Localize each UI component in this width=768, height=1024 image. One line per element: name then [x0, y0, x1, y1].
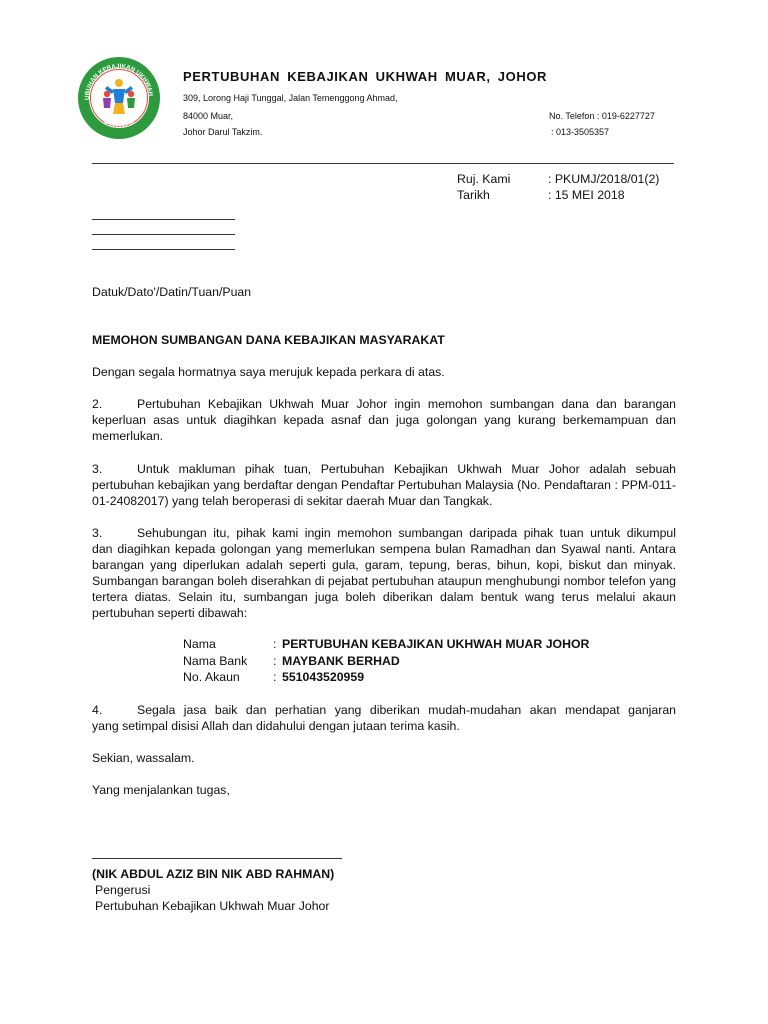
signatory-organization: Pertubuhan Kebajikan Ukhwah Muar Johor [95, 899, 330, 913]
logo-arc-text-top: UBUHAN KEBAJIKAN UKHWAH [83, 62, 154, 100]
reference-value: : PKUMJ/2018/01(2) [548, 172, 660, 186]
letter-subject: MEMOHON SUMBANGAN DANA KEBAJIKAN MASYARAKAT [92, 333, 445, 347]
paragraph-2 [92, 396, 676, 444]
paragraph-number: 4. [92, 703, 103, 717]
colon: : [273, 637, 277, 651]
paragraph-first-line: Sehubungan itu, pihak kami ingin memohon sumbangan daripada pihak tuan untuk dikumpul [137, 526, 676, 540]
paragraph-body: keperluan asas untuk diagihkan kepada asnaf dan juga golongan yang kurang berkemampuan dan memerlukan. [92, 413, 676, 443]
colon: : [273, 654, 277, 668]
paragraph-3 [92, 461, 676, 509]
paragraph-first-line: Untuk makluman pihak tuan, Pertubuhan Kebajikan Ukhwah Muar Johor adalah sebuah [137, 462, 676, 476]
bank-value: MAYBANK BERHAD [282, 654, 400, 668]
paragraph-4 [92, 702, 676, 734]
bank-name-label: Nama [183, 637, 216, 651]
closing-sekian: Sekian, wassalam. [92, 751, 195, 765]
paragraph-body: yang setimpal disisi Allah dan didahului dengan jutaan terima kasih. [92, 719, 460, 733]
paragraph-number: 3. [92, 462, 103, 476]
bank-label: Nama Bank [183, 654, 248, 668]
date-label: Tarikh [457, 188, 490, 202]
opening-line: Dengan segala hormatnya saya merujuk kepada perkara di atas. [92, 365, 445, 379]
paragraph-body: dan diagihkan kepada golongan yang memerlukan sempena bulan Ramadhan dan Syawal nanti. Antara barangan yang diperlukan adalah seperti gula, garam, tepung, beras, bihun, kopi, biskut dan minyak. Sumbangan barangan boleh diserahkan di pejabat pertubuhan ataupun menghubungi nombor telefon yang tertera diatas. Selain itu, sumbangan juga boleh diberikan dalam bentuk wang terus melalui akaun pertubuhan seperti dibawah: [92, 542, 676, 620]
recipient-line-2 [92, 234, 235, 235]
salutation: Datuk/Dato'/Datin/Tuan/Puan [92, 285, 252, 299]
paragraph-number: 3. [92, 526, 103, 540]
phone-number-2: : 013-3505357 [551, 127, 610, 137]
header-divider [92, 163, 674, 164]
address-line-3: Johor Darul Takzim. [183, 127, 263, 137]
reference-label: Ruj. Kami [457, 172, 511, 186]
paragraph-body: pertubuhan kebajikan yang berdaftar dengan Pendaftar Pertubuhan Malaysia (No. Pendaftaran : PPM-011-01-24082017) yang telah beroperasi di sekitar daerah Muar dan Tangkak. [92, 478, 676, 508]
paragraph-first-line: Pertubuhan Kebajikan Ukhwah Muar Johor ingin memohon sumbangan dana dan barangan [137, 397, 676, 411]
account-holder-value: PERTUBUHAN KEBAJIKAN UKHWAH MUAR JOHOR [282, 637, 590, 651]
logo-arc-text-bottom: J O H O R [102, 118, 136, 131]
signatory-title: Pengerusi [95, 883, 151, 897]
recipient-line-1 [92, 219, 235, 220]
signature-line [92, 858, 342, 859]
paragraph-number: 2. [92, 397, 103, 411]
account-number-label: No. Akaun [183, 670, 240, 684]
signatory-name: (NIK ABDUL AZIZ BIN NIK ABD RAHMAN) [92, 867, 335, 881]
paragraph-first-line: Segala jasa baik dan perhatian yang diberikan mudah-mudahan akan mendapat ganjaran [137, 703, 676, 717]
organization-logo [77, 56, 161, 140]
phone-number-1: No. Telefon : 019-6227727 [549, 111, 655, 121]
closing-yang: Yang menjalankan tugas, [92, 783, 230, 797]
address-line-2: 84000 Muar, [183, 111, 234, 121]
date-value: : 15 MEI 2018 [548, 188, 625, 202]
colon: : [273, 670, 277, 684]
recipient-line-3 [92, 249, 235, 250]
address-line-1: 309, Lorong Haji Tunggal, Jalan Temenggong Ahmad, [183, 93, 398, 103]
account-number-value: 551043520959 [282, 670, 365, 684]
paragraph-3b [92, 525, 676, 621]
organization-name: PERTUBUHAN KEBAJIKAN UKHWAH MUAR, JOHOR [183, 69, 548, 84]
